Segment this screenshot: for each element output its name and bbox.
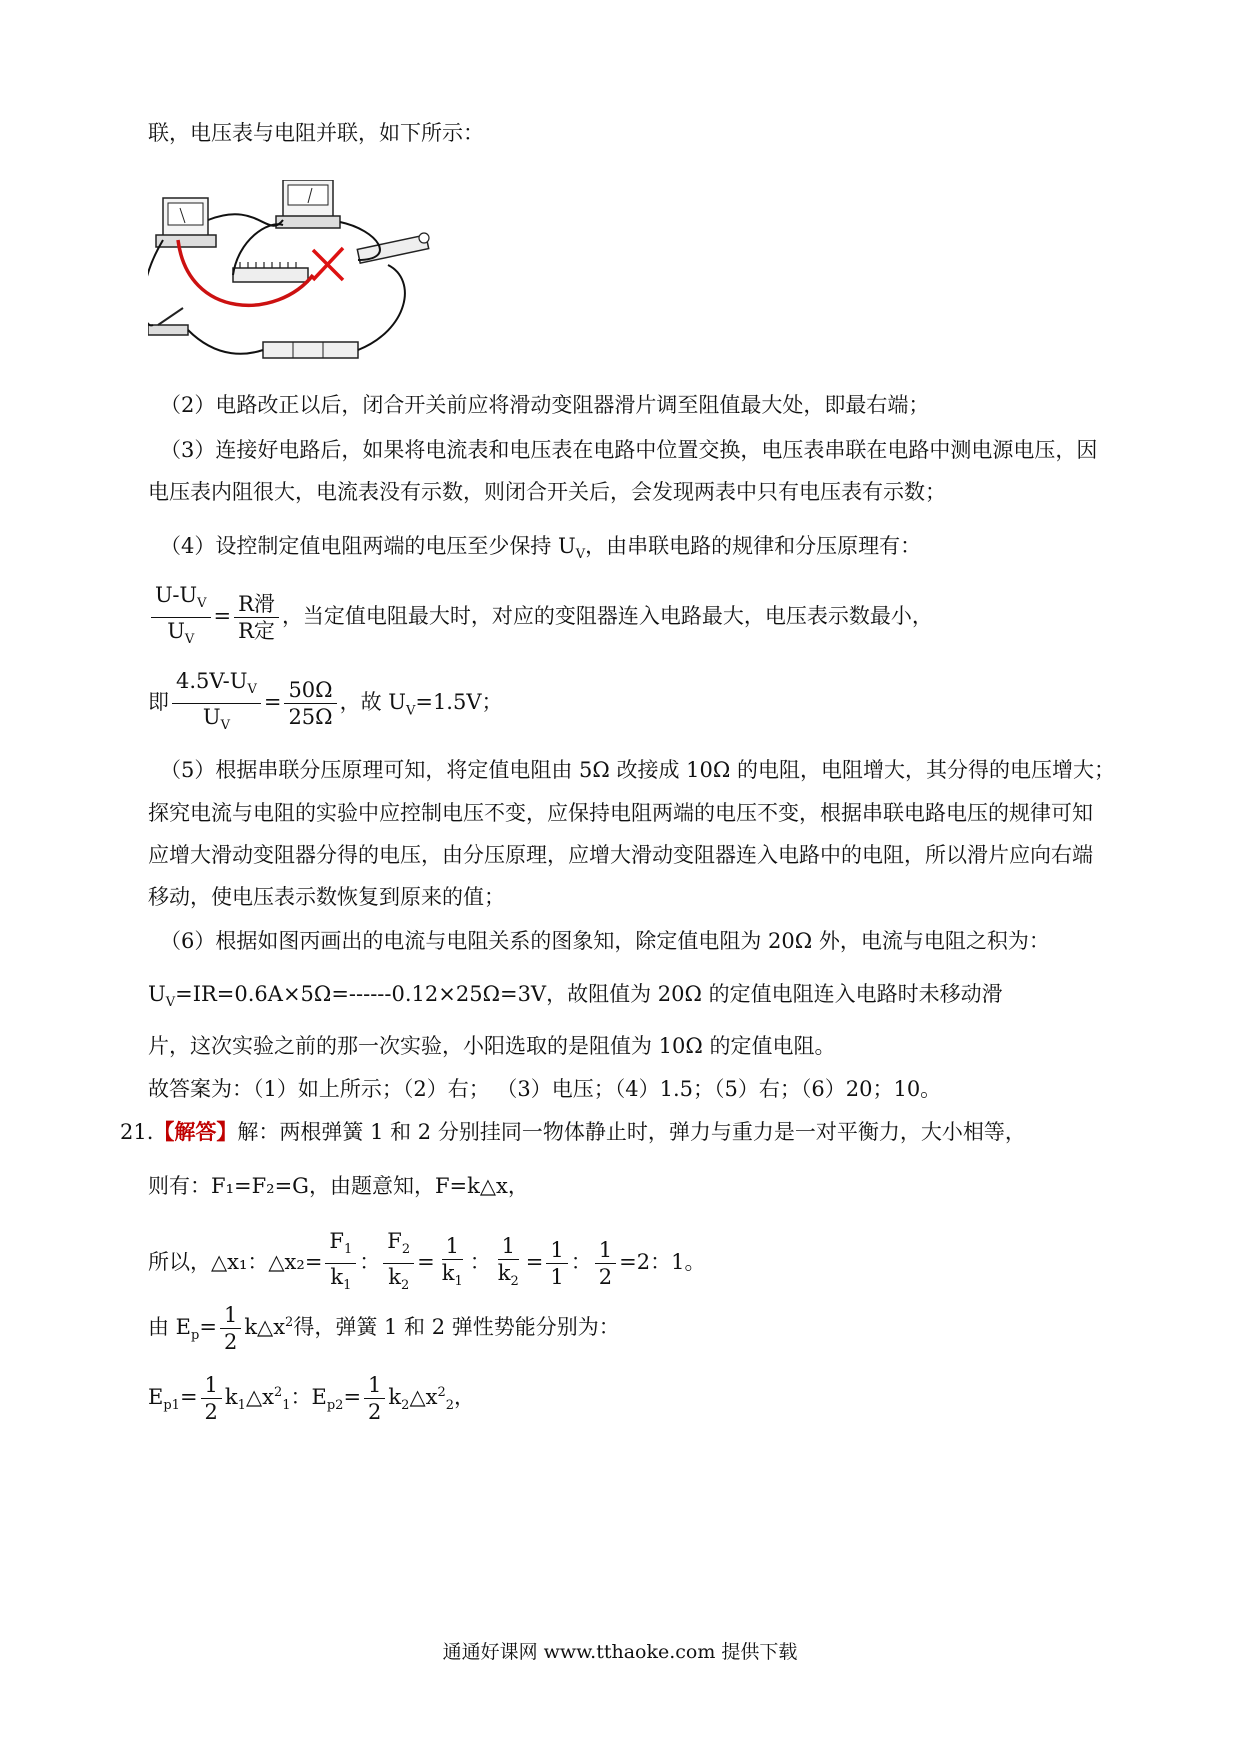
text-line: （3）连接好电路后，如果将电流表和电压表在电路中位置交换，电压表串联在电路中测电源电压，因 bbox=[160, 438, 1098, 462]
equation-line: 所以，△x₁：△x₂= $\frac{F_1}{k_1}$ ： $\frac{F_2}{k_2}$ = $\frac{1}{k_1}$ ： $\frac{1}{k_2}$ = $\frac{1}{1}$ ： $\frac{1}{2}$ =2：1。 bbox=[148, 1228, 705, 1299]
equation-line: 由 $E_p=$ $\frac{1}{2}$ $k\triangle x^2$得，弹簧 1 和 2 弹性势能分别为： bbox=[148, 1303, 620, 1354]
fraction: $\frac{1}{k_2}$ bbox=[497, 1233, 519, 1289]
switch-icon bbox=[148, 308, 188, 335]
question-line: 21.【解答】解：两根弹簧 1 和 2 分别挂同一物体静止时，弹力与重力是一对平衡力，大小相等， bbox=[120, 1119, 1026, 1144]
text-line: （5）根据串联分压原理可知，将定值电阻由 5Ω 改接成 10Ω 的电阻，电阻增大，其分得的电压增大； bbox=[160, 758, 1115, 782]
resistor-icon bbox=[233, 262, 308, 282]
text-line: （6）根据如图丙画出的电流与电阻关系的图象知，除定值电阻为 20Ω 外，电流与电阻之积为： bbox=[160, 929, 1050, 953]
fraction: $\frac{1}{2}$ bbox=[595, 1237, 616, 1290]
fraction: $\frac{1}{2}$ bbox=[201, 1372, 222, 1425]
fraction: $\frac{1}{k_1}$ bbox=[441, 1233, 463, 1289]
text-line: 片，这次实验之前的那一次实验，小阳选取的是阻值为 10Ω 的定值电阻。 bbox=[148, 1034, 836, 1058]
circuit-diagram bbox=[148, 180, 448, 380]
text-line: （2）电路改正以后，闭合开关前应将滑动变阻器滑片调至阻值最大处，即最右端； bbox=[160, 393, 930, 417]
fraction: $\frac{U-U_V}{U_V}$ bbox=[151, 582, 211, 653]
equation-line: $\frac{U-U_V}{U_V}$ = $\frac{\text{R滑}}{\text{R定}}$ ，当定值电阻最大时，对应的变阻器连入电路最大，电压表示数最小， bbox=[148, 582, 933, 653]
text-line: 电压表内阻很大，电流表没有示数，则闭合开关后，会发现两表中只有电压表有示数； bbox=[148, 480, 946, 504]
fraction: $\frac{\text{R滑}}{\text{R定}}$ bbox=[234, 591, 279, 644]
fraction: $\frac{1}{1}$ bbox=[546, 1237, 567, 1290]
text-line: 探究电流与电阻的实验中应控制电压不变，应保持电阻两端的电压不变，根据串联电路电压的规律可知 bbox=[148, 801, 1093, 825]
text-line: 联，电压表与电阻并联，如下所示： bbox=[148, 121, 484, 145]
cross-mark-icon bbox=[313, 248, 343, 280]
ammeter-icon bbox=[156, 198, 216, 247]
text-line: $U_V=IR=0.6A\times 5\Omega=------0.12\times 25\Omega=3V$，故阻值为 20Ω 的定值电阻连入电路时未移动滑 bbox=[148, 982, 1003, 1011]
fraction: $\frac{1}{2}$ bbox=[364, 1372, 385, 1425]
text-line: 应增大滑动变阻器分得的电压，由分压原理，应增大滑动变阻器连入电路中的电阻，所以滑片应向右端 bbox=[148, 843, 1093, 867]
fraction: $\frac{50\Omega}{25\Omega}$ bbox=[284, 677, 336, 730]
fraction: $\frac{F_2}{k_2}$ bbox=[383, 1228, 414, 1299]
page-footer: 通通好课网 www.tthaoke.com 提供下载 bbox=[442, 1641, 798, 1663]
equation-line: 即 $\frac{4.5V-U_V}{U_V}$ = $\frac{50\Omega}{25\Omega}$ ，故 $U_V=1.5V$； bbox=[148, 668, 503, 739]
fraction: $\frac{1}{2}$ bbox=[220, 1302, 241, 1355]
fraction: $\frac{F_1}{k_1}$ bbox=[325, 1228, 356, 1299]
text-line: （4）设控制定值电阻两端的电压至少保持 $U_V$，由串联电路的规律和分压原理有： bbox=[160, 534, 922, 563]
equation-line: $E_{p1}=$ $\frac{1}{2}$ $k_1\triangle x^2_1$：$E_{p2}=$ $\frac{1}{2}$ $k_2\triangle x^2_2$， bbox=[148, 1373, 475, 1424]
answer-line: 故答案为：（1）如上所示；（2）右； （3）电压；（4）1.5；（5）右；（6）20；10。 bbox=[148, 1077, 942, 1101]
text-line: 则有：F₁=F₂=G，由题意知，F=k△x， bbox=[148, 1174, 529, 1198]
fraction: $\frac{4.5V-U_V}{U_V}$ bbox=[172, 668, 261, 739]
text-line: 移动，使电压表示数恢复到原来的值； bbox=[148, 885, 505, 909]
voltmeter-icon bbox=[276, 180, 340, 228]
battery-icon bbox=[263, 342, 358, 358]
